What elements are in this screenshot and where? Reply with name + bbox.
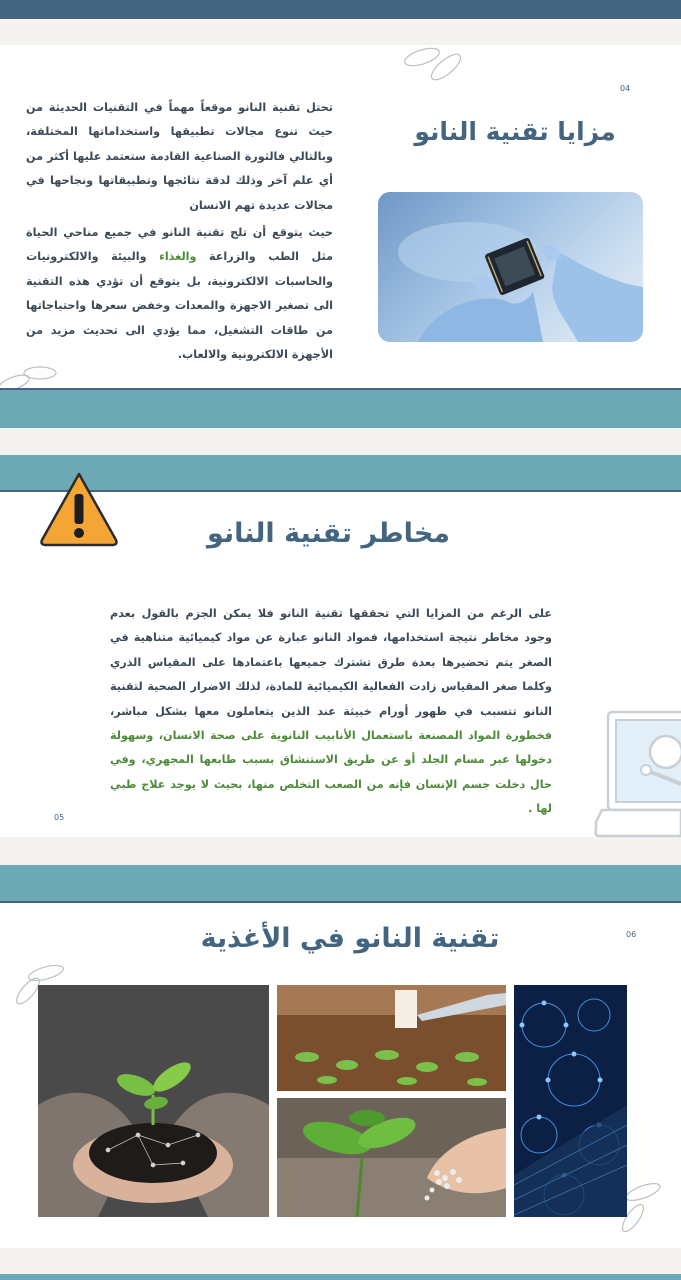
slide-title: مخاطر تقنية النانو [207,518,450,549]
risks-paragraph-start: على الرغم من المزايا التي تحققها تقنية النانو فلا يمكن الجزم بالقول بعدم وجود مخاطر نتيجة استخدامها، فمواد النانو عبارة عن مواد كيميائية متناهية في الصغر يتم تحضيرها بعدة طرق تشترك جميعها باعتمادها على المقياس الذري وكلما صغر المقياس زادت الفعالية الكيميائية للمادة، لذلك الاضرار الصحية لتقنية النانو تتسبب في ظهور أورام خبيثة عند الذين يتعاملون معها بشكل مباشر، [110,607,552,718]
sprouts-tray-photo [277,985,506,1091]
risks-text [110,602,552,822]
teal-band [0,388,681,428]
paragraph-2-highlight: والغذاء [159,250,197,264]
doodle-top-icon [400,43,470,85]
page-number: 06 [626,930,637,939]
nano-structure-photo [514,985,627,1217]
slide-title: تقنية النانو في الأغذية [200,923,500,954]
teal-band [0,865,681,903]
paragraph-2-end: والبيئة والالكترونيات والحاسبات الالكترونية، بل يتوقع أن تؤدي هذه التقنية الى تصغير الاجهزة والمعدات وخفض سعرها واحتياجاتها من طاقات التشغيل، مما يؤدي الى تحديث مزيد من الأجهزة الالكترونية والالعاب. [26,250,333,362]
fertilizer-hand-photo [277,1098,506,1217]
page-number: 05 [54,813,65,822]
microchip-photo [378,192,643,342]
hands-seedling-photo [38,985,269,1217]
paragraph-1: تحتل تقنية النانو موقعاً مهماً في التقنيات الحديثة من حيث تنوع مجالات تطبيقها واستخداماتها المختلفة، وبالتالي فالثورة الصناعية القادمة ستعتمد عليها أكثر من أي علم آخر وذلك لدقة نتائجها وتطبيقاتها ونجاحها في مجالات عديدة تهم الانسان [26,101,333,212]
top-bar [0,0,681,19]
slide-title: مزايا تقنية النانو [414,117,616,146]
page-number: 04 [620,84,631,93]
slide-advantages [0,45,681,388]
advantages-text [26,96,333,367]
laptop-skull-icon [594,710,681,838]
warning-icon [38,470,120,548]
slide-risks [0,492,681,837]
risks-paragraph-highlight: فخطورة المواد المصنعة باستعمال الأنابيب النانوية على صحة الانسان، وسهولة دخولها عبر مسام الجلد أو عن طريق الاستنشاق بسبب طابعها المجهري، وفي حال دخلت جسم الإنسان فإنه من الصعب التخلص منها، بحيث لا يوجد علاج طبي لها . [110,729,552,816]
slide-food [0,903,681,1248]
teal-band [0,1274,681,1280]
paragraph-2 [26,221,333,367]
paragraph-2-start: حيث يتوقع أن تلج تقنية النانو في جميع مناحي الحياة مثل الطب والزراعة [26,226,334,264]
